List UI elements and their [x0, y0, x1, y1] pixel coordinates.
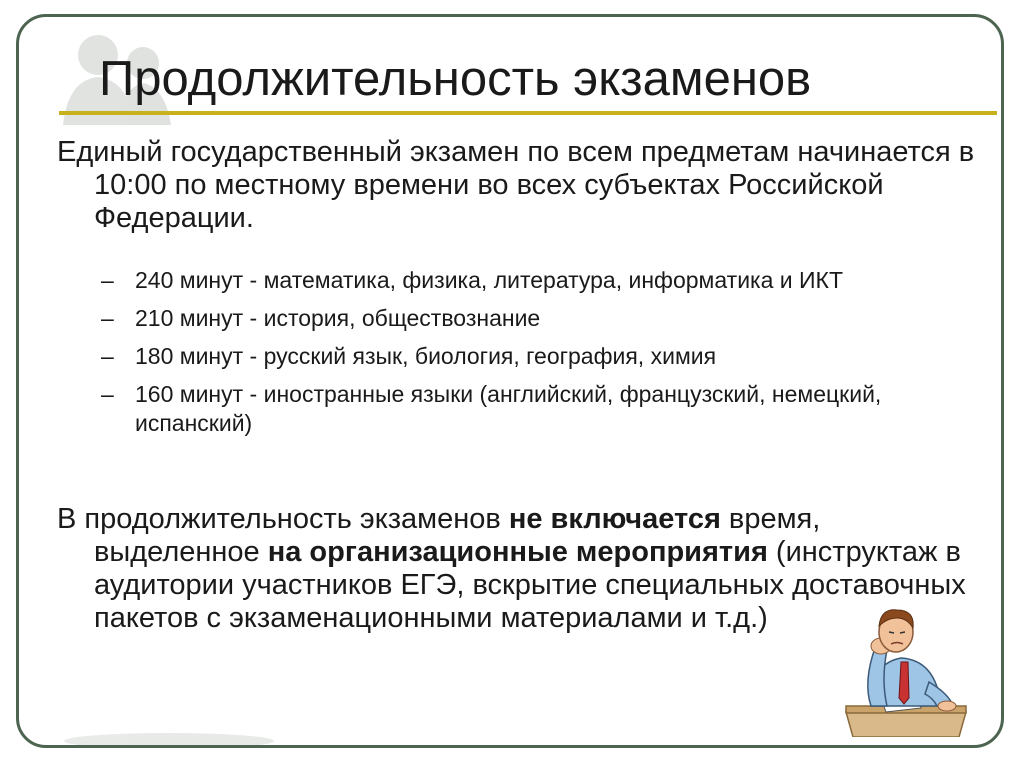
duration-text: 240 минут - математика, физика, литература, информатика и ИКТ [135, 267, 844, 293]
duration-item [101, 342, 961, 371]
bullet-dash: – [101, 343, 114, 369]
decorative-shadow [59, 727, 279, 745]
duration-text: 160 минут - иностранные языки (английский, французский, немецкий, испанский) [135, 381, 882, 436]
duration-item [101, 266, 961, 295]
duration-text: 210 минут - история, обществознание [135, 305, 541, 331]
note-text: В продолжительность экзаменов [57, 503, 509, 535]
duration-list [101, 266, 961, 447]
bullet-dash: – [101, 381, 114, 407]
duration-item [101, 380, 961, 438]
note-emphasis: на организационные мероприятия [267, 536, 768, 568]
duration-text: 180 минут - русский язык, биология, география, химия [135, 343, 717, 369]
slide-frame [16, 14, 1004, 748]
note-text: время, выделенное [94, 503, 821, 568]
note-text: (инструктаж в аудитории участников ЕГЭ, вскрытие специальных доставочных пакетов с экзаменационными материалами и т.д.) [94, 536, 966, 634]
note-emphasis: не включается [508, 503, 721, 535]
duration-item [101, 304, 961, 333]
bullet-dash: – [101, 267, 114, 293]
slide-title: Продолжительность экзаменов [99, 52, 812, 106]
tired-man-at-desk-icon [841, 602, 971, 737]
title-rule [59, 111, 997, 115]
bullet-dash: – [101, 305, 114, 331]
intro-paragraph: Единый государственный экзамен по всем предметам начинается в 10:00 по местному времени во всех субъектах Российской Федерации. [57, 136, 975, 234]
